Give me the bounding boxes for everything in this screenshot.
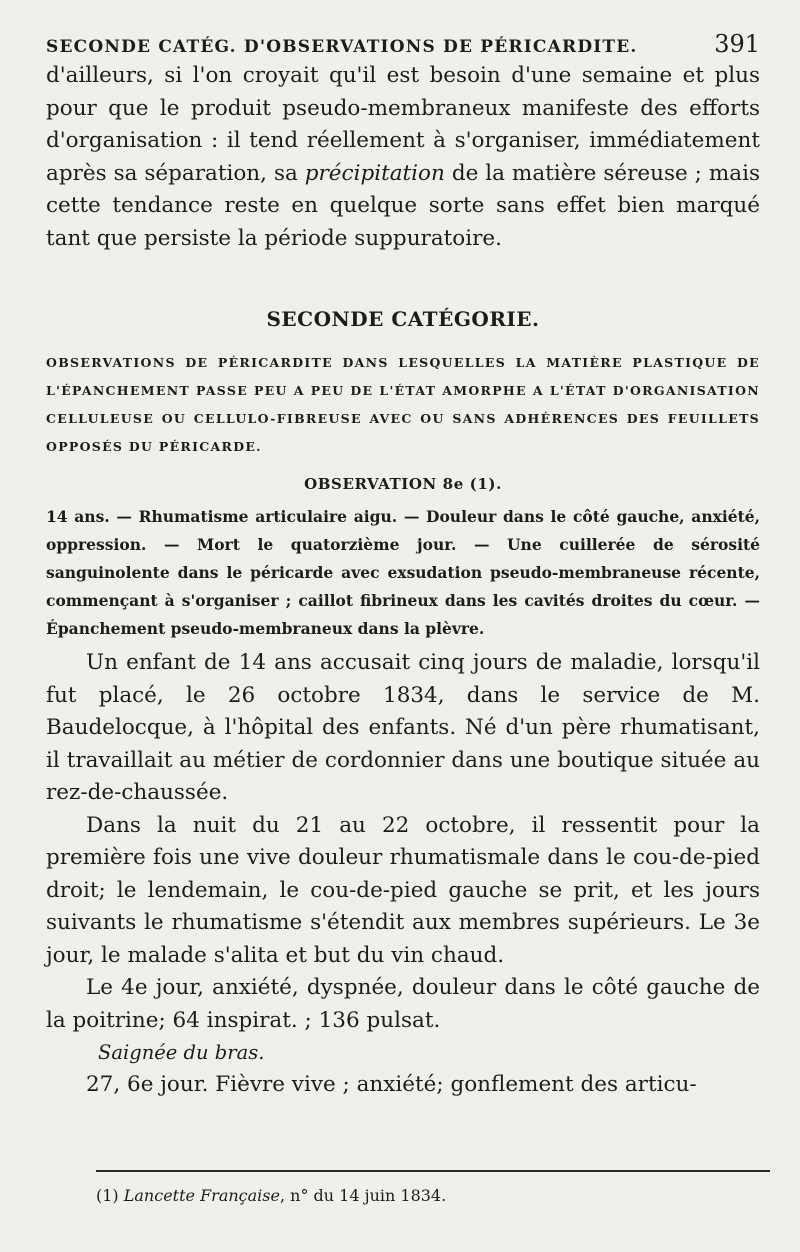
category-title: SECONDE CATÉGORIE.: [266, 307, 540, 331]
body-paragraph-1: Un enfant de 14 ans accusait cinq jours de maladie, lorsqu'il fut placé, le 26 octobre 1834, dans le service de M. Baudelocque, à l'hôpital des enfants. Né d'un père rhumatisant, il travaillait au métier de cordonnier dans une boutique située au rez-de-chaussée.: [46, 650, 760, 805]
prescription-line: Saignée du bras.: [98, 1041, 265, 1064]
body-paragraph-3: Le 4e jour, anxiété, dyspnée, douleur dans le côté gauche de la poitrine; 64 inspirat. ; 136 pulsat.: [46, 975, 760, 1033]
footnote-marker: (1): [96, 1186, 119, 1205]
running-head-title: SECONDE CATÉG. D'OBSERVATIONS DE PÉRICARDITE.: [46, 37, 638, 57]
intro-paragraph: [46, 60, 760, 255]
category-subtitle: OBSERVATIONS DE PÉRICARDITE DANS LESQUELLES LA MATIÈRE PLASTIQUE DE L'ÉPANCHEMENT PASSE PEU A PEU DE L'ÉTAT AMORPHE A L'ÉTAT D'ORGANISATION CELLULEUSE OU CELLULO-FIBREUSE AVEC OU SANS ADHÉRENCES DES FEUILLETS OPPOSÉS DU PÉRICARDE.: [46, 355, 760, 454]
footnote-rest: , n° du 14 juin 1834.: [279, 1186, 447, 1205]
observation-title: OBSERVATION 8e (1).: [304, 475, 502, 493]
observation-summary: 14 ans. — Rhumatisme articulaire aigu. — Douleur dans le côté gauche, anxiété, oppression. — Mort le quatorzième jour. — Une cuillerée de sérosité sanguinolente dans le péricarde avec exsudation pseudo-membraneuse récente, commençant à s'organiser ; caillot fibrineux dans les cavités droites du cœur. — Épanchement pseudo-membraneux dans la plèvre.: [46, 507, 760, 638]
intro-text-start: d'ailleurs, si l'on croyait qu'il est besoin d'une semaine et plus pour que le produit pseudo-membraneux manifeste des efforts d'organisation : il tend réellement à s'organiser, immédiatement après sa séparation, sa: [46, 63, 760, 186]
intro-italic-word: précipitation: [304, 160, 445, 186]
running-head: [46, 30, 760, 58]
intro-text-end: de la matière séreuse ; mais cette tendance reste en quelque sorte sans effet bien marqué tant que persiste la période suppuratoire.: [46, 160, 761, 251]
page-number: 391: [714, 30, 760, 58]
footnote: [96, 1186, 446, 1205]
body-paragraph-4: 27, 6e jour. Fièvre vive ; anxiété; gonflement des articu-: [86, 1072, 697, 1097]
footnote-rule: [96, 1170, 770, 1172]
body-paragraph-2: Dans la nuit du 21 au 22 octobre, il ressentit pour la première fois une vive douleur rhumatismale dans le cou-de-pied droit; le lendemain, le cou-de-pied gauche se prit, et les jours suivants le rhumatisme s'étendit aux membres supérieurs. Le 3e jour, le malade s'alita et but du vin chaud.: [46, 812, 760, 968]
footnote-source: Lancette Française: [123, 1186, 280, 1205]
